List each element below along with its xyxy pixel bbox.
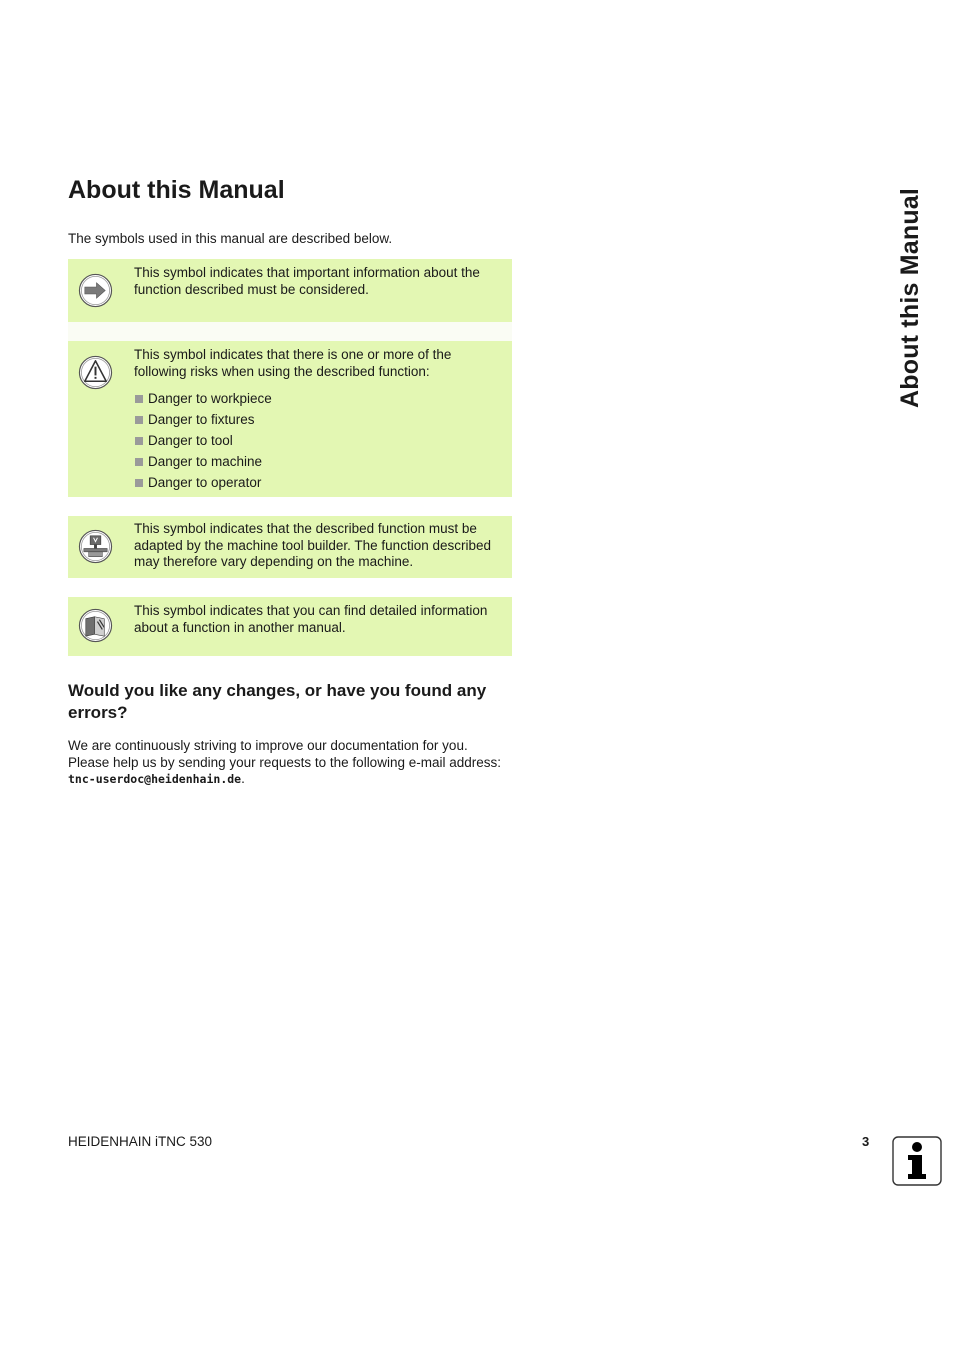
feedback-heading: Would you like any changes, or have you found any errors?	[68, 681, 487, 722]
footer-product: HEIDENHAIN iTNC 530	[68, 1134, 213, 1149]
warning-triangle-icon	[78, 355, 113, 390]
side-section-title: About this Manual	[896, 187, 924, 408]
bullet-icon	[135, 395, 143, 403]
arrow-right-icon	[78, 273, 113, 308]
machine-tool-icon	[78, 529, 113, 564]
symbol-box-important	[68, 259, 512, 322]
email-link[interactable]: tnc-userdoc@heidenhain.de	[68, 772, 242, 786]
list-item: Danger to tool	[134, 430, 502, 451]
risk-list	[134, 388, 502, 493]
symbol-text: This symbol indicates that the described function must be adapted by the machine tool builder. The function described may therefore vary depending on the machine.	[134, 521, 491, 569]
bullet-icon	[135, 437, 143, 445]
symbol-box-machine	[68, 516, 512, 578]
symbol-text-block	[134, 347, 502, 493]
bullet-icon	[135, 458, 143, 466]
symbol-text: This symbol indicates that there is one or more of the following risks when using the described function:	[134, 347, 452, 379]
list-item: Danger to fixtures	[134, 409, 502, 430]
feedback-text: We are continuously striving to improve our documentation for you. Please help us by sending your requests to the following e-mail address: tnc-userdoc@heidenhain.de.	[68, 738, 501, 786]
info-icon	[892, 1136, 942, 1186]
symbol-text: This symbol indicates that important information about the function described must be considered.	[134, 265, 480, 297]
symbol-text: This symbol indicates that you can find detailed information about a function in another manual.	[134, 603, 488, 635]
list-item: Danger to operator	[134, 472, 502, 493]
symbol-box-book	[68, 597, 512, 656]
list-item: Danger to workpiece	[134, 388, 502, 409]
symbol-box-warning	[68, 341, 512, 497]
book-icon	[78, 608, 113, 643]
list-item: Danger to machine	[134, 451, 502, 472]
intro-text: The symbols used in this manual are described below.	[68, 231, 393, 246]
bullet-icon	[135, 416, 143, 424]
page-title: About this Manual	[68, 176, 285, 204]
page-number: 3	[862, 1134, 870, 1149]
bullet-icon	[135, 479, 143, 487]
box-divider	[68, 322, 512, 341]
